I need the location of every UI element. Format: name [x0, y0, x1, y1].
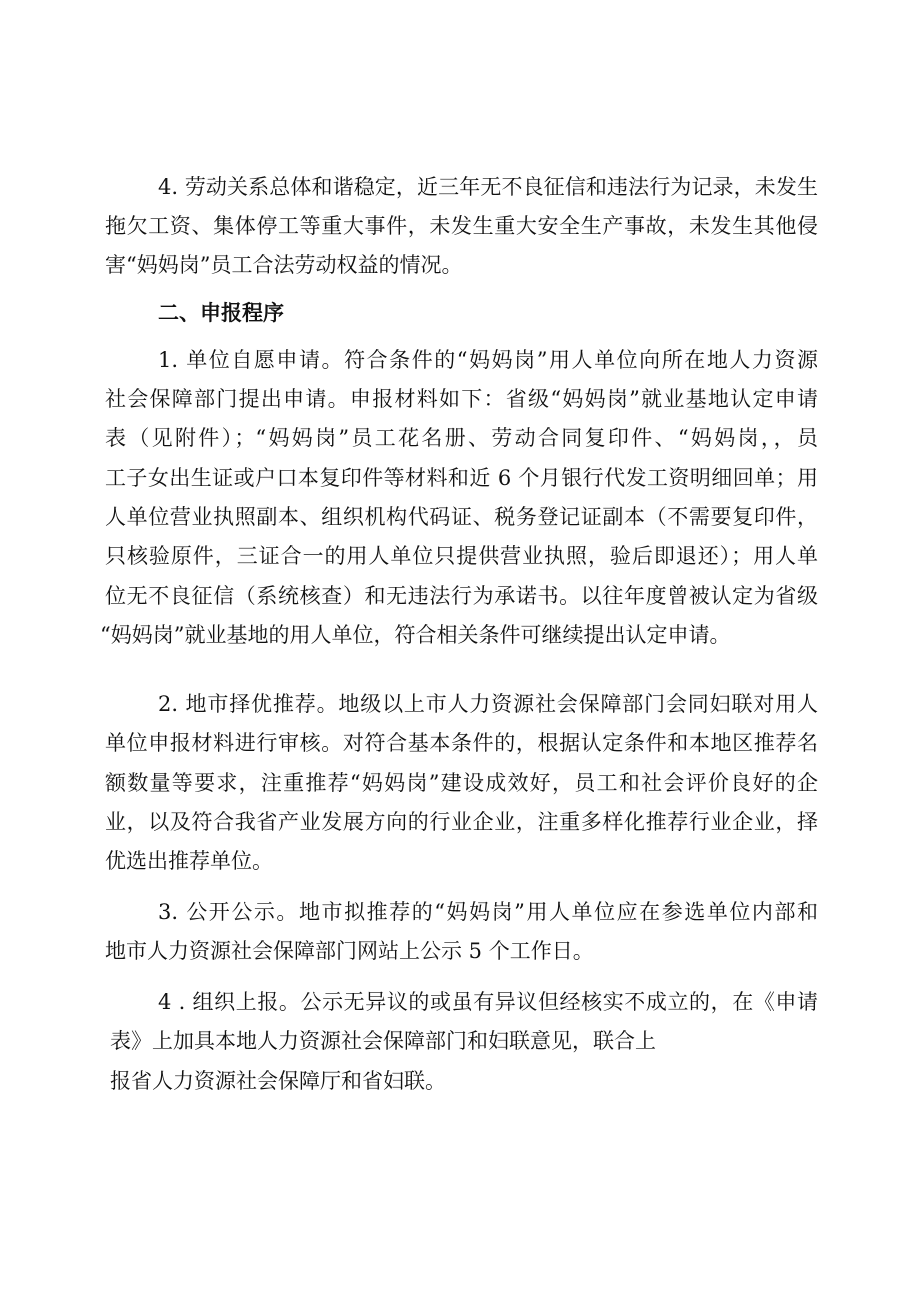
paragraph-line: 表》上加具本地人力资源社会保障部门和妇联意见，联合上	[110, 1029, 656, 1053]
paragraph-line: 害“妈妈岗”员工合法劳动权益的情况。	[105, 253, 463, 277]
paragraph-line: 人单位营业执照副本、组织机构代码证、税务登记证副本（不需要复印件，	[105, 505, 818, 529]
paragraph-line: 只核验原件，三证合一的用人单位只提供营业执照，验后即退还）；用人单	[105, 544, 818, 568]
paragraph-line: 4 . 组织上报。公示无异议的或虽有异议但经核实不成立的，在《申请	[158, 990, 818, 1014]
paragraph-line: 工子女出生证或户口本复印件等材料和近 6 个月银行代发工资明细回单；用	[105, 466, 818, 490]
paragraph-line: 额数量等要求，注重推荐“妈妈岗”建设成效好，员工和社会评价良好的企	[105, 771, 818, 795]
paragraph-line: 2. 地市择优推荐。地级以上市人力资源社会保障部门会同妇联对用人	[158, 692, 818, 716]
paragraph-line: 单位申报材料进行审核。对符合基本条件的，根据认定条件和本地区推荐名	[105, 731, 818, 755]
paragraph-line: 3. 公开公示。地市拟推荐的“妈妈岗”用人单位应在参选单位内部和	[158, 900, 818, 924]
paragraph-line: “妈妈岗”就业基地的用人单位，符合相关条件可继续提出认定申请。	[100, 623, 731, 647]
paragraph-line: 表（见附件）；“妈妈岗”员工花名册、劳动合同复印件、“妈妈岗，，员	[105, 426, 818, 450]
paragraph-line: 位无不良征信（系统核查）和无违法行为承诺书。以往年度曾被认定为省级	[105, 584, 818, 608]
paragraph-line: 报省人力资源社会保障厅和省妇联。	[110, 1069, 446, 1093]
paragraph-line: 业，以及符合我省产业发展方向的行业企业，注重多样化推荐行业企业，择	[105, 810, 818, 834]
paragraph-line: 1. 单位自愿申请。符合条件的“妈妈岗”用人单位向所在地人力资源	[158, 348, 818, 372]
paragraph-line: 地市人力资源社会保障部门网站上公示 5 个工作日。	[105, 939, 594, 963]
paragraph-line: 优选出推荐单位。	[105, 849, 273, 873]
section-heading: 二、申报程序	[158, 301, 284, 325]
paragraph-line: 社会保障部门提出申请。申报材料如下：省级“妈妈岗”就业基地认定申请	[105, 387, 818, 411]
paragraph-line: 拖欠工资、集体停工等重大事件，未发生重大安全生产事故，未发生其他侵	[105, 214, 818, 238]
paragraph-line: 4. 劳动关系总体和谐稳定，近三年无不良征信和违法行为记录，未发生	[158, 175, 818, 199]
